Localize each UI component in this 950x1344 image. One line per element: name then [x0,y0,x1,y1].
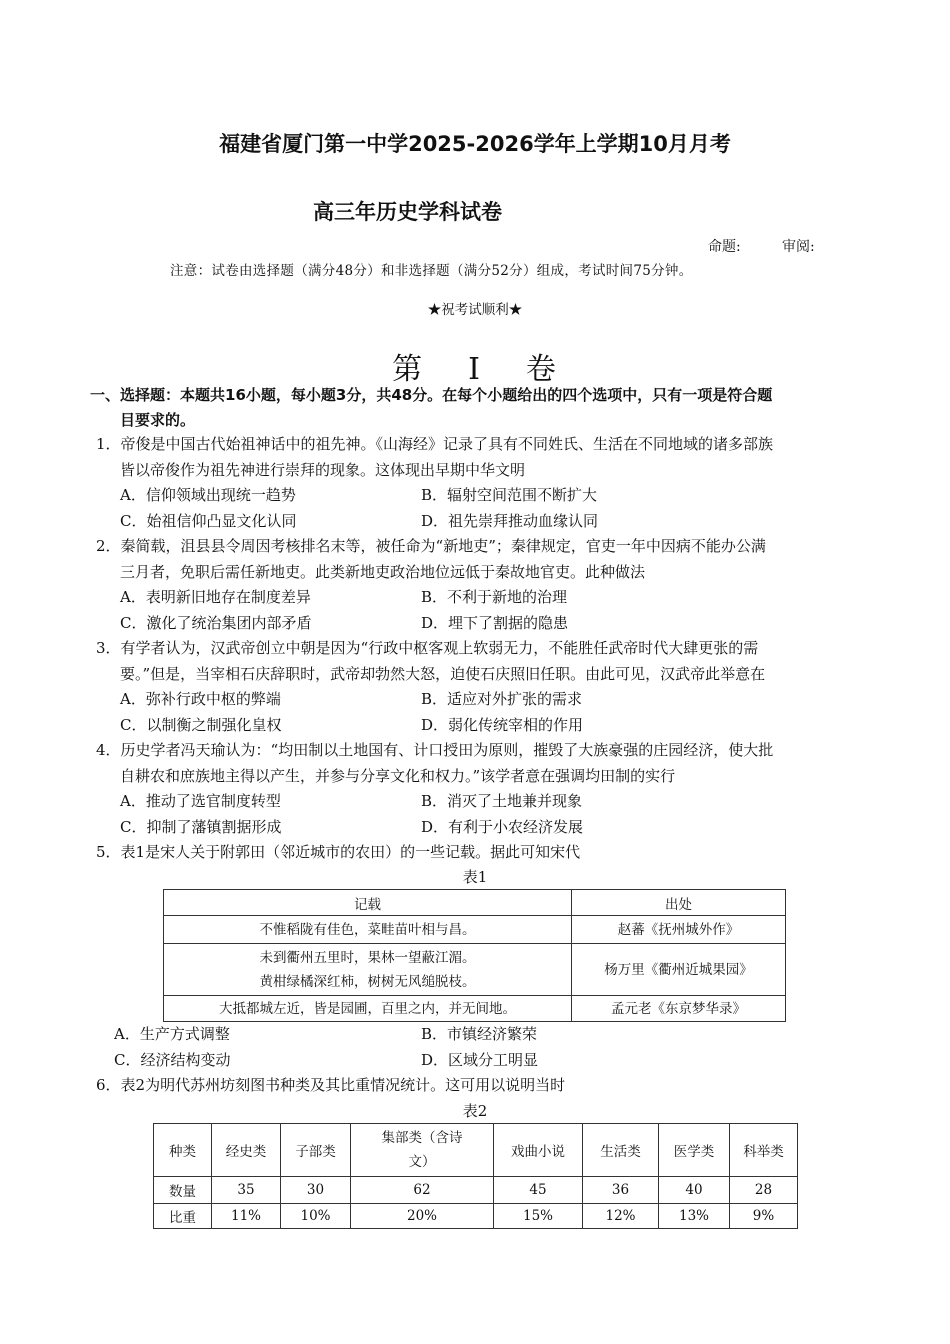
table-header: 子部类 [281,1124,351,1177]
option-a: A．弥补行政中枢的弊端 [120,690,281,708]
option-b: B．不利于新地的治理 [421,588,568,606]
header-line: 集部类（含诗 [381,1130,463,1146]
section-instructions [90,383,870,433]
question-stem: 3．有学者认为，汉武帝创立中朝是因为“行政中枢客观上软弱无力，不能胜任武帝时代大肆更张的需 [96,639,759,657]
option-b: B．市镇经济繁荣 [421,1025,538,1043]
table-row [164,996,786,1022]
record-line: 黄柑绿橘深红柿，树树无风缒脱枝。 [259,973,476,990]
question-1 [96,432,876,534]
option-c: C．激化了统治集团内部矛盾 [120,613,312,632]
part-char: 第 [392,352,425,387]
exam-subtitle: 高三年历史学科试卷 [313,200,502,224]
table-header: 出处 [572,890,786,916]
table-header: 医学类 [659,1124,730,1177]
question-5 [96,840,876,866]
option-a: A．信仰领域出现统一趋势 [120,486,296,504]
option-d: D．祖先崇拜推动血缘认同 [421,511,599,530]
exam-title: 福建省厦门第一中学2025-2026学年上学期10月月考 [219,132,731,156]
option-d: D．有利于小农经济发展 [421,817,584,836]
table-cell: 28 [730,1177,798,1204]
question-3 [96,636,876,738]
table-header: 生活类 [583,1124,659,1177]
good-luck-text: ★祝考试顺利★ [427,302,523,318]
table-row [164,944,786,996]
question-stem: 6．表2为明代苏州坊刻图书种类及其比重情况统计。这可用以说明当时 [96,1076,566,1094]
question-stem: 要。”但是，当宰相石庆辞职时，武帝却勃然大怒，迫使石庆照旧任职。由此可见，汉武帝此举意在 [120,664,766,683]
option-d: D．埋下了割据的隐患 [421,613,569,632]
option-c: C．经济结构变动 [114,1050,231,1069]
table-cell: 不惟稻陇有佳色，菜畦苗叶相与昌。 [164,916,572,944]
option-d: D．弱化传统宰相的作用 [421,715,584,734]
option-c: C．抑制了藩镇割据形成 [120,817,282,836]
option-b: B．辐射空间范围不断扩大 [421,486,598,504]
table-1 [163,889,786,1022]
table-cell: 9% [730,1204,798,1229]
table-cell: 35 [212,1177,281,1204]
question-stem: 三月者，免职后需任新地吏。此类新地吏政治地位远低于秦故地官吏。此种做法 [120,562,646,581]
question-stem: 自耕农和庶族地主得以产生，并参与分享文化和权力。”该学者意在强调均田制的实行 [120,766,676,785]
table-row [154,1204,798,1229]
table-header: 戏曲小说 [494,1124,583,1177]
option-a: A．推动了选官制度转型 [120,792,281,810]
table-row [154,1177,798,1204]
option-c: C．始祖信仰凸显文化认同 [120,511,297,530]
table-cell: 赵蕃《抚州城外作》 [572,916,786,944]
table-cell: 大抵都城左近，皆是园圃，百里之内，并无间地。 [164,996,572,1022]
question-stem: 皆以帝俊作为祖先神进行崇拜的现象。这体现出早期中华文明 [120,460,526,479]
table-header-row [154,1124,798,1177]
table-cell: 62 [351,1177,494,1204]
table-cell: 数量 [154,1177,212,1204]
exam-notice: 注意：试卷由选择题（满分48分）和非选择题（满分52分）组成，考试时间75分钟。 [170,263,693,279]
table-cell: 孟元老《东京梦华录》 [572,996,786,1022]
table-cell [164,944,572,996]
table-cell: 杨万里《衢州近城果园》 [572,944,786,996]
author-label: 命题: [708,239,741,255]
part-char: 卷 [525,352,558,387]
option-a: A．生产方式调整 [114,1025,230,1043]
table-cell: 30 [281,1177,351,1204]
table-cell: 13% [659,1204,730,1229]
table-2 [153,1123,798,1229]
table-cell: 11% [212,1204,281,1229]
question-stem: 1．帝俊是中国古代始祖神话中的祖先神。《山海经》记录了具有不同姓氏、生活在不同地域的诸多部族 [96,435,774,453]
table-header: 科举类 [730,1124,798,1177]
record-line: 未到衢州五里时，果林一望蔽江湄。 [259,949,476,966]
table-cell: 45 [494,1177,583,1204]
option-b: B．消灭了土地兼并现象 [421,792,583,810]
option-d: D．区域分工明显 [421,1050,539,1069]
table2-caption: 表2 [462,1102,488,1120]
option-b: B．适应对外扩张的需求 [421,690,583,708]
question-4 [96,738,876,840]
table-cell: 12% [583,1204,659,1229]
table-cell: 比重 [154,1204,212,1229]
header-line: 文） [408,1154,436,1170]
section-line-1: 一、选择题：本题共16小题，每小题3分，共48分。在每个小题给出的四个选项中，只有一项是符合题 [90,386,773,404]
table-cell: 20% [351,1204,494,1229]
table-cell: 40 [659,1177,730,1204]
option-a: A．表明新旧地存在制度差异 [120,588,311,606]
table-row [164,916,786,944]
question-stem: 4．历史学者冯天瑜认为：“均田制以土地国有、计口授田为原则，摧毁了大族豪强的庄园经济，使大批 [96,741,774,759]
question-stem: 5．表1是宋人关于附郭田（邻近城市的农田）的一些记载。据此可知宋代 [96,843,581,861]
table1-caption: 表1 [462,868,488,886]
part-heading [0,344,950,388]
table-header [351,1124,494,1177]
table-cell: 36 [583,1177,659,1204]
table-cell: 15% [494,1204,583,1229]
section-line-2: 目要求的。 [120,411,196,429]
question-6 [96,1073,876,1099]
table-header: 种类 [154,1124,212,1177]
table-cell: 10% [281,1204,351,1229]
table-header: 记载 [164,890,572,916]
part-char: I [468,352,482,387]
question-2 [96,534,876,636]
table-header: 经史类 [212,1124,281,1177]
reviewer-label: 审阅: [782,239,815,255]
question-stem: 2．秦简载，沮县县令周因考核排名末等，被任命为“新地吏”；秦律规定，官吏一年中因病不能办公满 [96,537,766,555]
question-5-options [90,1022,870,1073]
option-c: C．以制衡之制强化皇权 [120,715,282,734]
